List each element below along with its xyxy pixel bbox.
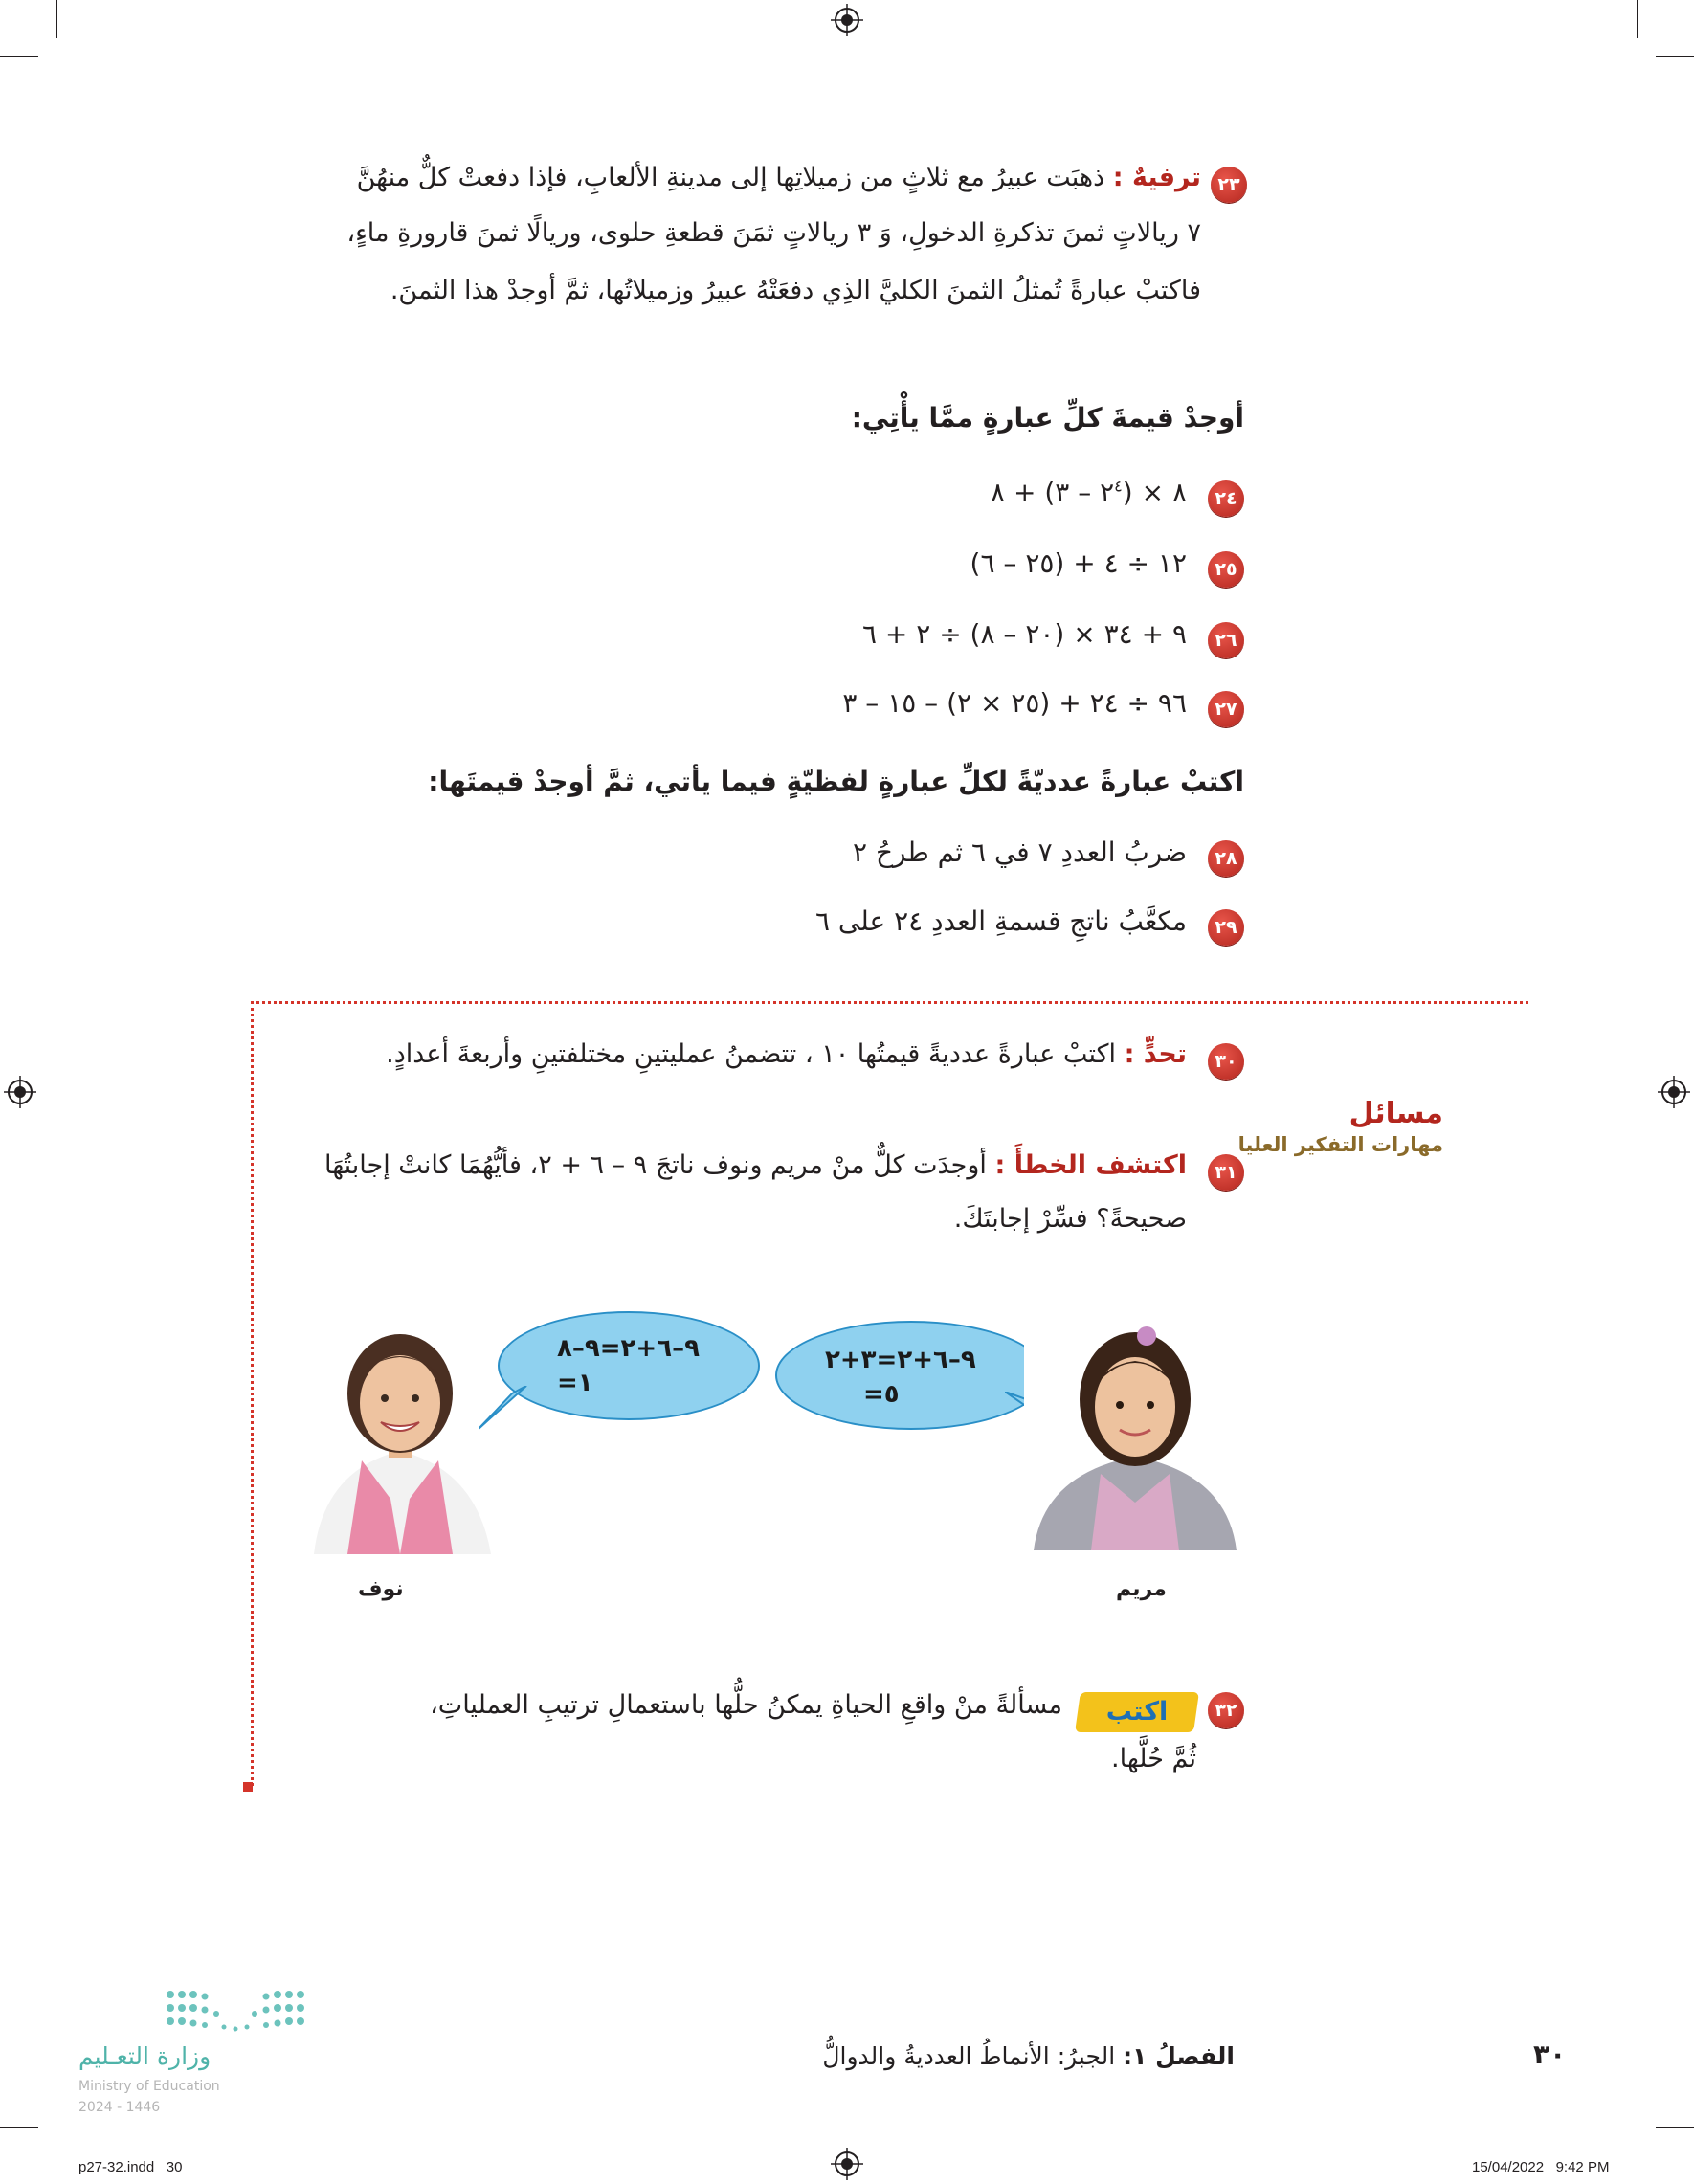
- problem-text: أوجدَت كلٌّ منْ مريم ونوف ناتجَ ٩ – ٦ + ٢، فأيُّهُمَا كانتْ إجابتُهَا: [323, 1150, 987, 1180]
- problem-23-line-2: ٧ ريالاتٍ ثمنَ تذكرةِ الدخولِ، وَ ٣ ريالاتٍ ثمَنَ قطعةِ حلوى، وريالًا ثمنَ قارورةِ ماءٍ،: [346, 218, 1201, 248]
- crop-mark: [1656, 2127, 1694, 2128]
- slug-filename: p27-32.indd 30: [78, 2159, 183, 2175]
- problem-number: ٢٣: [1211, 167, 1247, 203]
- instruction-write: اكتبْ عبارةً عدديّةً لكلِّ عبارةٍ لفظيّةٍ فيما يأتي، ثمَّ أوجدْ قيمتَها:: [428, 766, 1244, 797]
- crop-mark: [0, 56, 38, 57]
- problem-number: ٢٧: [1208, 691, 1244, 727]
- maryam-caption: مريم: [1116, 1577, 1167, 1601]
- page-number: ٣٠: [1533, 2039, 1567, 2070]
- problem-27-expression: ٩٦ ÷ ٢٤ + (٢٥ × ٢) – ١٥ – ٣: [842, 687, 1187, 719]
- problem-keyword: ترفيهٌ :: [1112, 163, 1201, 192]
- problem-29-text: مكعَّبُ ناتجِ قسمةِ العددِ ٢٤ على ٦: [814, 905, 1187, 937]
- problem-24-expression: ٨ × ($٢^٤$ – ٣) + ٨: [991, 477, 1187, 508]
- problem-text: ذهبَت عبيرُ مع ثلاثٍ من زميلاتِها إلى مدينةِ الألعابِ، فإذا دفعتْ كلٌّ منهُنَّ: [356, 163, 1105, 192]
- problem-32-line-1: مسألةً منْ واقعِ الحياةِ يمكنُ حلُّها باستعمالِ ترتيبِ العملياتِ،: [430, 1690, 1062, 1720]
- registration-mark-icon: [831, 2148, 863, 2180]
- ministry-logo-icon: [161, 1987, 314, 2037]
- crop-mark: [56, 0, 57, 38]
- problem-number: ٣٠: [1208, 1043, 1244, 1080]
- problem-28-text: ضربُ العددِ ٧ في ٦ ثم طرحُ ٢: [853, 836, 1187, 868]
- write-badge-label: اكتب: [1105, 1697, 1169, 1727]
- problem-23-line-3: فاكتبْ عبارةً تُمثلُ الثمنَ الكليَّ الذِي دفعَتْهُ عبيرُ وزميلاتُها، ثمَّ أوجدْ هذا الثمنَ.: [390, 276, 1201, 305]
- section-end-marker: [243, 1782, 253, 1792]
- problem-number: ٢٥: [1208, 551, 1244, 588]
- problem-number: ٢٦: [1208, 622, 1244, 658]
- crop-mark: [0, 2127, 38, 2128]
- nouf-bubble-line-1: ٩–٦+٢=٩–٨: [557, 1334, 700, 1363]
- problem-31-line-2: صحيحةً؟ فسِّرْ إجابتَكَ.: [953, 1204, 1187, 1234]
- ministry-year: 2024 - 1446: [78, 2100, 161, 2115]
- registration-mark-icon: [1658, 1076, 1690, 1108]
- chapter-title: الجبرُ: الأنماطُ العدديةُ والدوالُّ: [822, 2042, 1116, 2070]
- chapter-footer: [822, 2042, 1235, 2070]
- problem-number: ٢٨: [1208, 840, 1244, 877]
- nouf-bubble-line-2: =١: [557, 1369, 593, 1397]
- nouf-photo: [295, 1307, 505, 1554]
- registration-mark-icon: [831, 4, 863, 36]
- crop-mark: [1656, 56, 1694, 57]
- nouf-speech-bubble: [498, 1311, 760, 1420]
- nouf-bubble-tail: [479, 1386, 536, 1434]
- section-divider: [251, 1001, 1528, 1004]
- sidebar-subtitle: مهارات التفكير العليا: [1237, 1133, 1443, 1156]
- section-border-left: [251, 1001, 254, 1786]
- write-badge: [1075, 1692, 1199, 1732]
- problem-number: ٢٤: [1208, 480, 1244, 517]
- sidebar-title: مسائل: [1349, 1097, 1443, 1130]
- problem-26-expression: ٩ + ٣٤ × (٢٠ – ٨) ÷ ٢ + ٦: [861, 618, 1187, 650]
- problem-25-expression: ١٢ ÷ ٤ + (٢٥ – ٦): [970, 547, 1187, 579]
- crop-mark: [1637, 0, 1638, 38]
- problem-number: ٣٢: [1208, 1692, 1244, 1728]
- problem-number: ٣١: [1208, 1154, 1244, 1191]
- problem-30-line: [386, 1039, 1187, 1069]
- problem-31-line-1: [324, 1150, 1187, 1180]
- ministry-name-en: Ministry of Education: [78, 2079, 220, 2094]
- problem-keyword: اكتشف الخطأَ :: [994, 1150, 1187, 1180]
- nouf-caption: نوف: [358, 1577, 404, 1601]
- problem-keyword: تحدٍّ :: [1124, 1039, 1187, 1069]
- maryam-photo: [1024, 1311, 1246, 1550]
- maryam-bubble-line-1: ٩–٦+٢=٣+٢: [825, 1346, 976, 1374]
- problem-text: اكتبْ عبارةً عدديةً قيمتُها ١٠ ، تتضمنُ عمليتينِ مختلفتينِ وأربعةَ أعدادٍ.: [386, 1039, 1117, 1069]
- slug-date: 15/04/2022 9:42 PM: [1472, 2159, 1610, 2175]
- problem-23-line-1: [357, 163, 1201, 192]
- ministry-name-ar: وزارة التعـليم: [78, 2042, 212, 2070]
- chapter-label: الفصلُ ١:: [1123, 2042, 1235, 2070]
- instruction-evaluate: أوجدْ قيمةَ كلِّ عبارةٍ ممَّا يأْتِي:: [851, 402, 1244, 434]
- maryam-bubble-line-2: =٥: [863, 1380, 900, 1409]
- problem-number: ٢٩: [1208, 909, 1244, 946]
- problem-32-line-2: ثُمَّ حُلَّها.: [1111, 1744, 1196, 1773]
- registration-mark-icon: [4, 1076, 36, 1108]
